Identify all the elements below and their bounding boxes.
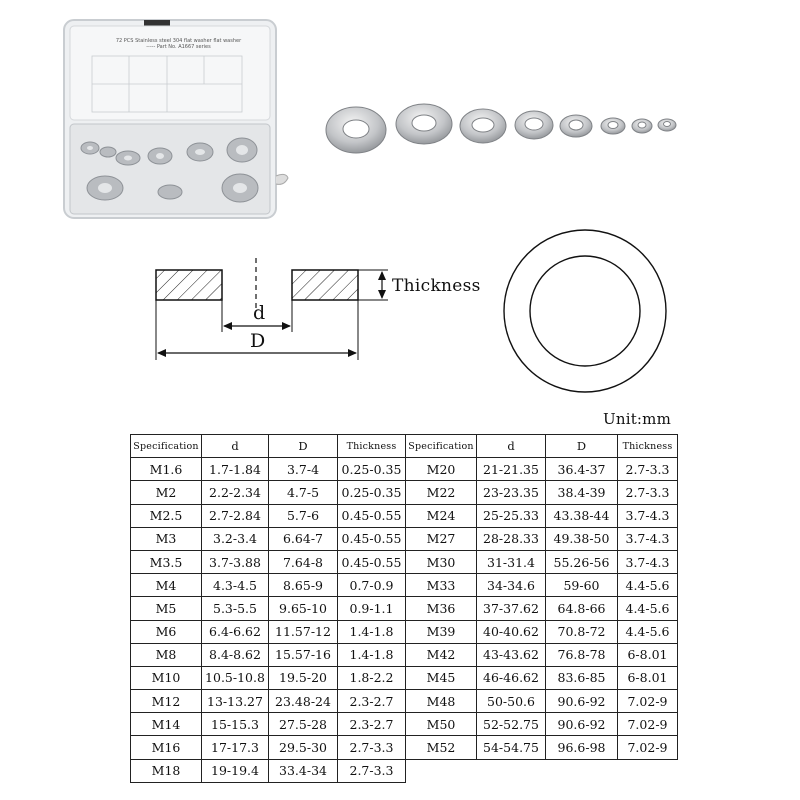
table-body <box>131 458 678 783</box>
d-cell: 43-43.62 <box>477 643 546 666</box>
D-cell: 90.6-92 <box>546 690 618 713</box>
thickness-cell: 3.7-4.3 <box>618 550 678 573</box>
d-cell: 21-21.35 <box>477 458 546 481</box>
spec-cell: M10 <box>131 666 202 689</box>
d-cell: 3.2-3.4 <box>202 527 269 550</box>
box-label <box>91 38 266 50</box>
spec-cell: M14 <box>131 713 202 736</box>
thickness-cell: 6-8.01 <box>618 666 678 689</box>
d-cell: 2.2-2.34 <box>202 481 269 504</box>
d-cell: 10.5-10.8 <box>202 666 269 689</box>
d-cell: 31-31.4 <box>477 550 546 573</box>
thickness-cell: 3.7-4.3 <box>618 527 678 550</box>
spec-cell: M16 <box>131 736 202 759</box>
spec-cell: M36 <box>406 597 477 620</box>
thickness-cell: 0.45-0.55 <box>338 527 406 550</box>
thickness-cell: 2.7-3.3 <box>338 759 406 782</box>
thickness-cell: 3.7-4.3 <box>618 504 678 527</box>
d-cell: 6.4-6.62 <box>202 620 269 643</box>
spec-cell: M3 <box>131 527 202 550</box>
header-thickness: Thickness <box>338 435 406 458</box>
inner-diameter-label: d <box>253 302 266 324</box>
d-cell: 52-52.75 <box>477 713 546 736</box>
table-row <box>131 736 678 759</box>
spec-cell: M3.5 <box>131 550 202 573</box>
D-cell: 6.64-7 <box>269 527 338 550</box>
header-specification: Specification <box>406 435 477 458</box>
table-row <box>131 690 678 713</box>
D-cell: 19.5-20 <box>269 666 338 689</box>
table-row <box>131 759 678 782</box>
spec-cell: M20 <box>406 458 477 481</box>
washer-spec-table <box>130 434 678 783</box>
D-cell: 11.57-12 <box>269 620 338 643</box>
D-cell: 5.7-6 <box>269 504 338 527</box>
D-cell: 70.8-72 <box>546 620 618 643</box>
unit-label: Unit:mm <box>603 410 672 428</box>
thickness-cell: 2.3-2.7 <box>338 690 406 713</box>
D-cell: 33.4-34 <box>269 759 338 782</box>
thickness-cell: 4.4-5.6 <box>618 620 678 643</box>
d-cell: 25-25.33 <box>477 504 546 527</box>
thickness-cell: 7.02-9 <box>618 736 678 759</box>
D-cell: 29.5-30 <box>269 736 338 759</box>
table-row <box>131 620 678 643</box>
D-cell: 64.8-66 <box>546 597 618 620</box>
spec-cell: M45 <box>406 666 477 689</box>
d-cell: 40-40.62 <box>477 620 546 643</box>
thickness-cell: 2.7-3.3 <box>618 481 678 504</box>
d-cell: 17-17.3 <box>202 736 269 759</box>
d-cell: 1.7-1.84 <box>202 458 269 481</box>
d-cell: 8.4-8.62 <box>202 643 269 666</box>
d-cell: 13-13.27 <box>202 690 269 713</box>
table-header-row <box>131 435 678 458</box>
d-cell: 23-23.35 <box>477 481 546 504</box>
d-cell: 4.3-4.5 <box>202 574 269 597</box>
box-label-line2: ----- Part No. A1667 series <box>146 44 211 50</box>
washer-cross-section-diagram <box>140 252 500 368</box>
table-row <box>131 550 678 573</box>
D-cell: 3.7-4 <box>269 458 338 481</box>
header-thickness: Thickness <box>618 435 678 458</box>
thickness-cell: 4.4-5.6 <box>618 597 678 620</box>
D-cell: 36.4-37 <box>546 458 618 481</box>
header-D: D <box>269 435 338 458</box>
spec-cell: M24 <box>406 504 477 527</box>
table-row <box>131 504 678 527</box>
D-cell: 38.4-39 <box>546 481 618 504</box>
thickness-cell: 0.7-0.9 <box>338 574 406 597</box>
d-cell: 19-19.4 <box>202 759 269 782</box>
table-row <box>131 481 678 504</box>
spec-cell: M5 <box>131 597 202 620</box>
D-cell: 90.6-92 <box>546 713 618 736</box>
thickness-cell: 0.25-0.35 <box>338 481 406 504</box>
d-cell: 46-46.62 <box>477 666 546 689</box>
thickness-label: Thickness <box>392 276 481 296</box>
D-cell: 27.5-28 <box>269 713 338 736</box>
spec-cell: M50 <box>406 713 477 736</box>
thickness-cell: 7.02-9 <box>618 713 678 736</box>
spec-cell: M4 <box>131 574 202 597</box>
spec-cell: M27 <box>406 527 477 550</box>
thickness-cell: 2.7-3.3 <box>338 736 406 759</box>
D-cell: 83.6-85 <box>546 666 618 689</box>
D-cell: 43.38-44 <box>546 504 618 527</box>
table-row <box>131 574 678 597</box>
spec-cell: M8 <box>131 643 202 666</box>
header-d: d <box>202 435 269 458</box>
spec-cell: M2 <box>131 481 202 504</box>
header-D: D <box>546 435 618 458</box>
header-d: d <box>477 435 546 458</box>
D-cell: 96.6-98 <box>546 736 618 759</box>
table-row <box>131 666 678 689</box>
spec-cell: M12 <box>131 690 202 713</box>
D-cell: 76.8-78 <box>546 643 618 666</box>
thickness-cell: 2.7-3.3 <box>618 458 678 481</box>
D-cell: 15.57-16 <box>269 643 338 666</box>
D-cell: 7.64-8 <box>269 550 338 573</box>
D-cell: 49.38-50 <box>546 527 618 550</box>
d-cell: 3.7-3.88 <box>202 550 269 573</box>
spec-cell: M22 <box>406 481 477 504</box>
thickness-cell: 4.4-5.6 <box>618 574 678 597</box>
spec-cell: M42 <box>406 643 477 666</box>
table-row <box>131 597 678 620</box>
thickness-cell: 0.45-0.55 <box>338 550 406 573</box>
spec-cell: M30 <box>406 550 477 573</box>
spec-cell: M18 <box>131 759 202 782</box>
thickness-cell: 0.25-0.35 <box>338 458 406 481</box>
d-cell: 50-50.6 <box>477 690 546 713</box>
d-cell: 28-28.33 <box>477 527 546 550</box>
thickness-cell: 0.45-0.55 <box>338 504 406 527</box>
d-cell: 2.7-2.84 <box>202 504 269 527</box>
table-row <box>131 643 678 666</box>
thickness-cell: 7.02-9 <box>618 690 678 713</box>
spec-cell: M6 <box>131 620 202 643</box>
thickness-cell: 0.9-1.1 <box>338 597 406 620</box>
D-cell: 23.48-24 <box>269 690 338 713</box>
spec-cell: M33 <box>406 574 477 597</box>
D-cell: 59-60 <box>546 574 618 597</box>
washer-top-view-diagram <box>500 226 670 396</box>
D-cell: 55.26-56 <box>546 550 618 573</box>
thickness-cell: 2.3-2.7 <box>338 713 406 736</box>
d-cell: 34-34.6 <box>477 574 546 597</box>
table-row <box>131 527 678 550</box>
thickness-cell: 1.4-1.8 <box>338 643 406 666</box>
spec-cell: M39 <box>406 620 477 643</box>
empty-cell <box>406 759 678 782</box>
thickness-cell: 6-8.01 <box>618 643 678 666</box>
D-cell: 8.65-9 <box>269 574 338 597</box>
d-cell: 15-15.3 <box>202 713 269 736</box>
D-cell: 4.7-5 <box>269 481 338 504</box>
spec-cell: M52 <box>406 736 477 759</box>
thickness-cell: 1.8-2.2 <box>338 666 406 689</box>
table-row <box>131 713 678 736</box>
d-cell: 37-37.62 <box>477 597 546 620</box>
D-cell: 9.65-10 <box>269 597 338 620</box>
d-cell: 5.3-5.5 <box>202 597 269 620</box>
spec-cell: M2.5 <box>131 504 202 527</box>
spec-cell: M48 <box>406 690 477 713</box>
spec-cell: M1.6 <box>131 458 202 481</box>
washer-size-row-image <box>318 96 688 160</box>
thickness-cell: 1.4-1.8 <box>338 620 406 643</box>
outer-diameter-label: D <box>250 330 266 352</box>
header-specification: Specification <box>131 435 202 458</box>
box-label-line1: 72 PCS Stainless steel 304 flat washer flat washer <box>115 38 242 44</box>
table-row <box>131 458 678 481</box>
d-cell: 54-54.75 <box>477 736 546 759</box>
